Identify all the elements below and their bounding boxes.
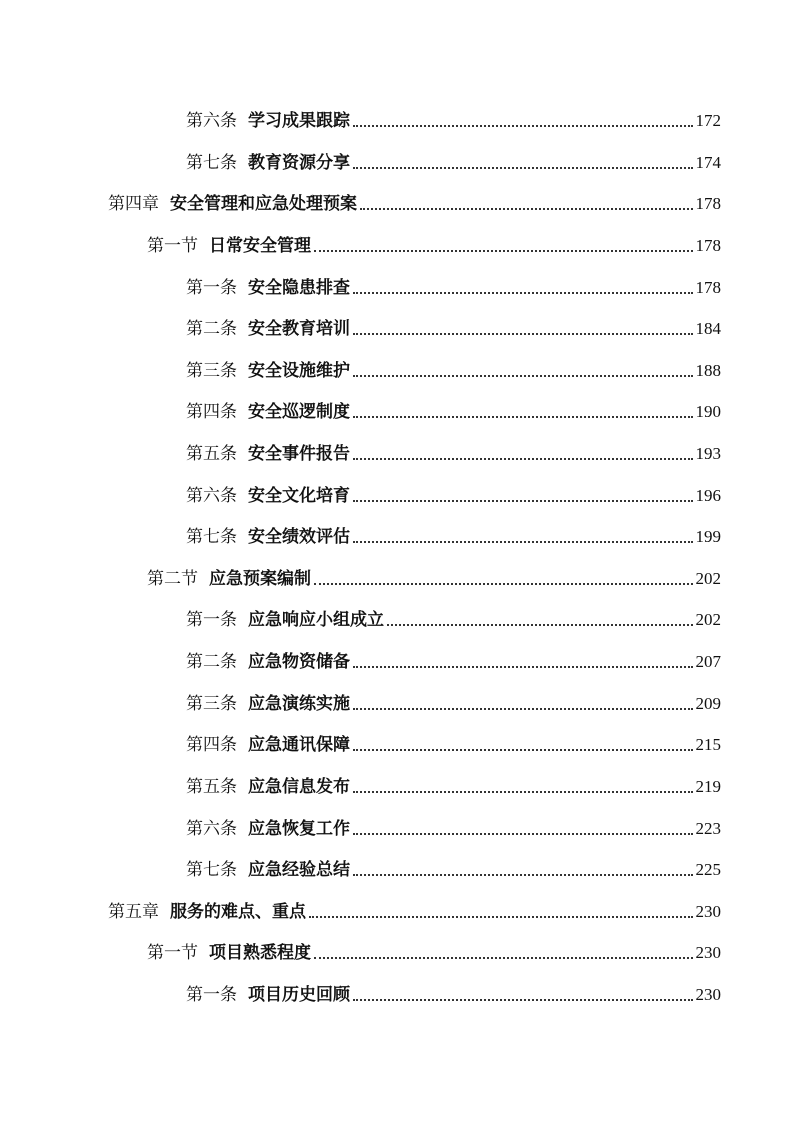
toc-entry-number: 第四条 bbox=[186, 735, 237, 755]
toc-entry-number: 第一节 bbox=[147, 236, 198, 256]
toc-entry-section[interactable] bbox=[147, 560, 721, 590]
toc-entry-title: 安全设施维护 bbox=[248, 361, 350, 381]
toc-entry-page-number: 190 bbox=[695, 402, 721, 421]
toc-entry-title: 安全管理和应急处理预案 bbox=[170, 194, 357, 214]
toc-entry-title: 安全教育培训 bbox=[248, 319, 350, 339]
toc-entry-title: 学习成果跟踪 bbox=[248, 111, 350, 131]
dot-leader bbox=[353, 292, 693, 294]
toc-entry-title: 服务的难点、重点 bbox=[170, 902, 306, 922]
dot-leader bbox=[353, 333, 693, 335]
toc-entry-number: 第五条 bbox=[186, 444, 237, 464]
dot-leader bbox=[353, 541, 693, 543]
dot-leader bbox=[314, 583, 693, 585]
toc-entry-number: 第二节 bbox=[147, 569, 198, 589]
toc-entry-page-number: 196 bbox=[695, 486, 721, 505]
toc-entry-title: 安全事件报告 bbox=[248, 444, 350, 464]
toc-entry-article[interactable] bbox=[186, 393, 721, 423]
toc-entry-article[interactable] bbox=[186, 601, 721, 631]
toc-entry-page-number: 193 bbox=[695, 444, 721, 463]
toc-entry-page-number: 225 bbox=[695, 860, 721, 879]
toc-entry-title: 安全文化培育 bbox=[248, 486, 350, 506]
toc-entry-article[interactable] bbox=[186, 643, 721, 673]
toc-entry-number: 第三条 bbox=[186, 694, 237, 714]
toc-entry-page-number: 223 bbox=[695, 819, 721, 838]
toc-entry-article[interactable] bbox=[186, 102, 721, 132]
toc-entry-chapter[interactable] bbox=[108, 185, 721, 215]
toc-entry-number: 第七条 bbox=[186, 860, 237, 880]
toc-entry-number: 第二条 bbox=[186, 319, 237, 339]
dot-leader bbox=[314, 957, 693, 959]
toc-entry-article[interactable] bbox=[186, 352, 721, 382]
dot-leader bbox=[353, 749, 693, 751]
toc-entry-title: 日常安全管理 bbox=[209, 236, 311, 256]
dot-leader bbox=[353, 416, 693, 418]
toc-entry-number: 第二条 bbox=[186, 652, 237, 672]
dot-leader bbox=[387, 624, 693, 626]
toc-entry-number: 第六条 bbox=[186, 819, 237, 839]
toc-entry-number: 第四条 bbox=[186, 402, 237, 422]
toc-entry-number: 第五章 bbox=[108, 902, 159, 922]
dot-leader bbox=[353, 375, 693, 377]
dot-leader bbox=[314, 250, 693, 252]
toc-entry-number: 第五条 bbox=[186, 777, 237, 797]
toc-entry-section[interactable] bbox=[147, 934, 721, 964]
dot-leader bbox=[353, 791, 693, 793]
toc-entry-number: 第七条 bbox=[186, 527, 237, 547]
toc-entry-title: 项目历史回顾 bbox=[248, 985, 350, 1005]
toc-entry-title: 应急预案编制 bbox=[209, 569, 311, 589]
toc-entry-page-number: 199 bbox=[695, 527, 721, 546]
toc-entry-article[interactable] bbox=[186, 310, 721, 340]
dot-leader bbox=[353, 833, 693, 835]
toc-entry-section[interactable] bbox=[147, 227, 721, 257]
toc-entry-title: 项目熟悉程度 bbox=[209, 943, 311, 963]
toc-entry-number: 第六条 bbox=[186, 486, 237, 506]
toc-entry-page-number: 178 bbox=[695, 278, 721, 297]
toc-entry-page-number: 230 bbox=[695, 943, 721, 962]
toc-entry-article[interactable] bbox=[186, 976, 721, 1006]
toc-entry-page-number: 215 bbox=[695, 735, 721, 754]
toc-entry-number: 第一条 bbox=[186, 278, 237, 298]
toc-entry-article[interactable] bbox=[186, 768, 721, 798]
dot-leader bbox=[353, 708, 693, 710]
toc-entry-number: 第六条 bbox=[186, 111, 237, 131]
toc-entry-title: 应急经验总结 bbox=[248, 860, 350, 880]
toc-entry-number: 第七条 bbox=[186, 153, 237, 173]
toc-entry-page-number: 207 bbox=[695, 652, 721, 671]
toc-entry-article[interactable] bbox=[186, 685, 721, 715]
toc-entry-page-number: 172 bbox=[695, 111, 721, 130]
toc-entry-title: 安全隐患排查 bbox=[248, 278, 350, 298]
toc-entry-article[interactable] bbox=[186, 269, 721, 299]
toc-entry-page-number: 184 bbox=[695, 319, 721, 338]
toc-entry-number: 第一条 bbox=[186, 985, 237, 1005]
dot-leader bbox=[353, 458, 693, 460]
toc-entry-article[interactable] bbox=[186, 144, 721, 174]
dot-leader bbox=[353, 666, 693, 668]
toc-entry-article[interactable] bbox=[186, 851, 721, 881]
toc-entry-page-number: 174 bbox=[695, 153, 721, 172]
toc-entry-title: 应急通讯保障 bbox=[248, 735, 350, 755]
toc-entry-page-number: 230 bbox=[695, 902, 721, 921]
toc-entry-number: 第三条 bbox=[186, 361, 237, 381]
dot-leader bbox=[309, 916, 693, 918]
toc-entry-number: 第四章 bbox=[108, 194, 159, 214]
dot-leader bbox=[353, 125, 693, 127]
toc-entry-title: 应急物资储备 bbox=[248, 652, 350, 672]
toc-entry-chapter[interactable] bbox=[108, 893, 721, 923]
toc-entry-page-number: 209 bbox=[695, 694, 721, 713]
dot-leader bbox=[353, 167, 693, 169]
toc-entry-page-number: 230 bbox=[695, 985, 721, 1004]
toc-entry-title: 教育资源分享 bbox=[248, 153, 350, 173]
dot-leader bbox=[360, 208, 693, 210]
toc-entry-number: 第一条 bbox=[186, 610, 237, 630]
toc-entry-page-number: 202 bbox=[695, 610, 721, 629]
toc-entry-number: 第一节 bbox=[147, 943, 198, 963]
toc-entry-title: 应急恢复工作 bbox=[248, 819, 350, 839]
toc-entry-article[interactable] bbox=[186, 518, 721, 548]
toc-entry-page-number: 219 bbox=[695, 777, 721, 796]
toc-entry-page-number: 178 bbox=[695, 236, 721, 255]
toc-entry-article[interactable] bbox=[186, 435, 721, 465]
toc-entry-title: 应急信息发布 bbox=[248, 777, 350, 797]
toc-entry-page-number: 202 bbox=[695, 569, 721, 588]
toc-entry-page-number: 178 bbox=[695, 194, 721, 213]
dot-leader bbox=[353, 500, 693, 502]
dot-leader bbox=[353, 999, 693, 1001]
toc-entry-article[interactable] bbox=[186, 477, 721, 507]
toc-entry-title: 应急响应小组成立 bbox=[248, 610, 384, 630]
toc-entry-title: 应急演练实施 bbox=[248, 694, 350, 714]
dot-leader bbox=[353, 874, 693, 876]
toc-entry-title: 安全绩效评估 bbox=[248, 527, 350, 547]
toc-entry-page-number: 188 bbox=[695, 361, 721, 380]
toc-entry-title: 安全巡逻制度 bbox=[248, 402, 350, 422]
toc-entry-article[interactable] bbox=[186, 810, 721, 840]
toc-entry-article[interactable] bbox=[186, 726, 721, 756]
